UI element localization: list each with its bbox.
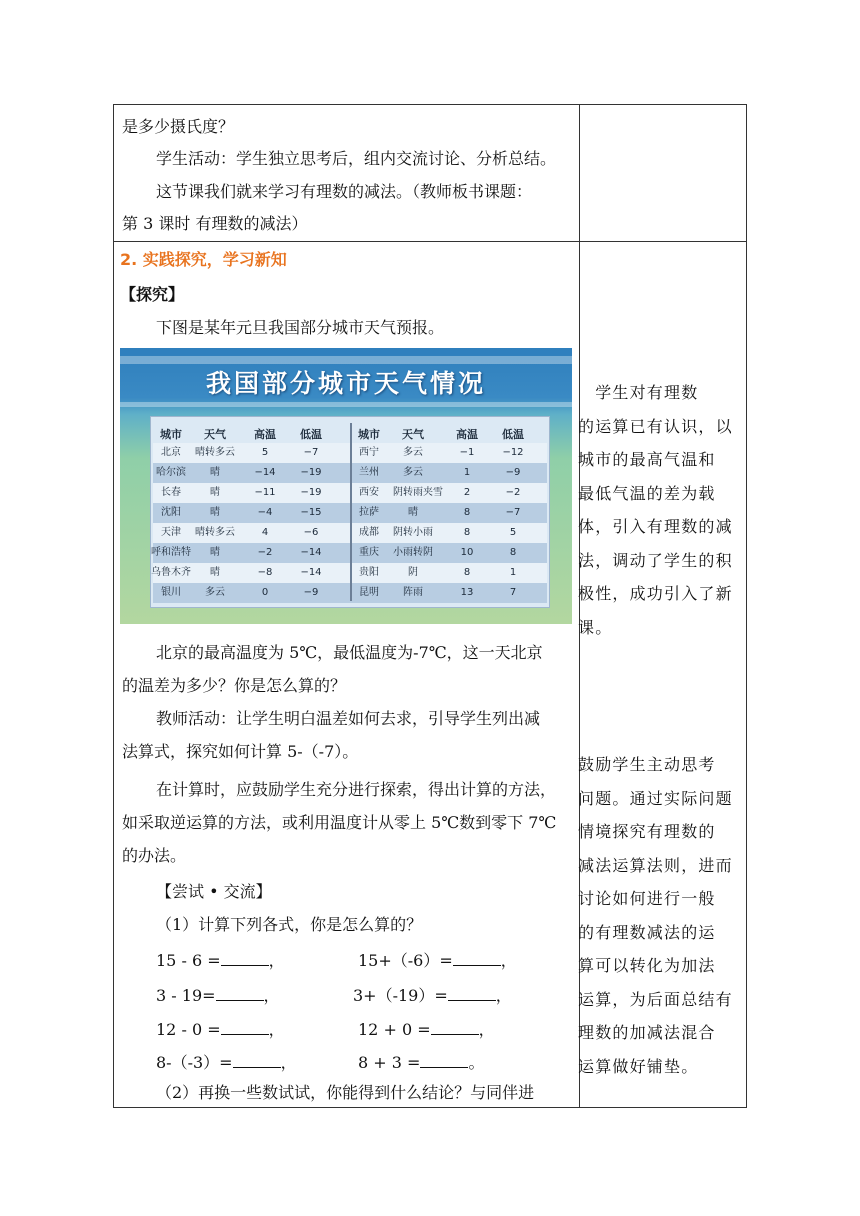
weather-cell: 城市	[358, 428, 380, 441]
weather-cell: −7	[505, 507, 521, 518]
side-note-line: 理数的加减法混合	[578, 1023, 716, 1042]
answer-blank[interactable]	[233, 1051, 281, 1068]
weather-cell: 晴转多云	[195, 527, 235, 538]
equation-left: 12 - 0 = ，	[156, 1020, 285, 1039]
weather-cell: 西安	[359, 487, 379, 498]
weather-cell: −15	[300, 507, 322, 518]
answer-blank[interactable]	[448, 984, 496, 1001]
side-note-line: 鼓励学生主动思考	[578, 755, 716, 774]
equation-left: 15 - 6 = ，	[156, 951, 285, 970]
weather-cell: 呼和浩特	[151, 547, 191, 558]
weather-cell: 1	[463, 467, 471, 478]
equation-right: 3+（-19）= ，	[353, 986, 512, 1005]
weather-cell: 晴	[210, 487, 220, 498]
weather-cell: 阴转雨夹雪	[393, 487, 443, 498]
text-line: 在计算时，应鼓励学生充分进行探索，得出计算的方法，	[156, 780, 557, 799]
weather-cell: 西宁	[359, 447, 379, 458]
section-heading: 2. 实践探究，学习新知	[120, 250, 287, 269]
weather-cell: 晴	[210, 467, 220, 478]
side-note-line: 课。	[578, 617, 613, 637]
weather-cell: 城市	[160, 428, 182, 441]
text-line: 的温差为多少？你是怎么算的？	[122, 676, 347, 695]
weather-cell: 晴	[210, 507, 220, 518]
text-line: 教师活动：让学生明白温差如何去求，引导学生列出减	[156, 709, 541, 728]
weather-forecast-image	[120, 348, 572, 624]
weather-cell: 兰州	[359, 467, 379, 478]
row-divider-right	[579, 241, 747, 242]
side-note-line: 的有理数减法的运	[578, 922, 716, 942]
weather-cell: 低温	[502, 428, 524, 441]
weather-cell: −14	[300, 547, 322, 558]
weather-cell: −19	[300, 487, 322, 498]
weather-cell: 8	[509, 547, 517, 558]
weather-cell: 13	[460, 587, 474, 598]
weather-cell: 天津	[161, 527, 181, 538]
weather-cell: −14	[254, 467, 276, 478]
text-line: 北京的最高温度为 5℃，最低温度为-7℃，这一天北京	[156, 643, 543, 662]
weather-cell: 晴	[210, 567, 220, 578]
side-note-line: 运算，为后面总结有	[578, 989, 733, 1009]
side-note-line: 极性，成功引入了新	[578, 584, 733, 603]
weather-cell: 晴转多云	[195, 447, 235, 458]
weather-cell: 2	[463, 487, 471, 498]
weather-cell: 7	[509, 587, 517, 598]
weather-cell: 10	[460, 547, 474, 558]
side-note-line: 城市的最高气温和	[578, 450, 716, 469]
side-note-line: 体，引入有理数的减	[578, 517, 733, 536]
equation-right: 12 + 0 = ，	[358, 1020, 495, 1039]
weather-cell: 长春	[161, 487, 181, 498]
weather-cell: 贵阳	[359, 567, 379, 578]
answer-blank[interactable]	[431, 1018, 479, 1035]
weather-cell: −4	[257, 507, 273, 518]
weather-cell: −12	[502, 447, 524, 458]
weather-cell: 重庆	[359, 547, 379, 558]
side-note-line: 算可以转化为加法	[578, 956, 716, 975]
weather-cell: 8	[463, 507, 471, 518]
side-note-2	[578, 748, 738, 1083]
weather-cell: 晴	[408, 507, 418, 518]
weather-cell: 5	[509, 527, 517, 538]
weather-cell: −8	[257, 567, 273, 578]
answer-blank[interactable]	[221, 949, 269, 966]
intro-text: 下图是某年元旦我国部分城市天气预报。	[156, 318, 445, 337]
weather-cell: 多云	[403, 447, 423, 458]
weather-cell: 阵雨	[403, 587, 423, 598]
row-divider	[114, 241, 579, 242]
weather-table	[150, 416, 550, 608]
answer-blank[interactable]	[420, 1051, 468, 1068]
answer-blank[interactable]	[453, 949, 501, 966]
weather-cell: −2	[257, 547, 273, 558]
weather-cell: −19	[300, 467, 322, 478]
weather-cell: 北京	[161, 447, 181, 458]
weather-cell: 高温	[254, 428, 276, 441]
task-2: （2）再换一些数试试，你能得到什么结论？与同伴进	[156, 1083, 535, 1102]
weather-cell: 1	[509, 567, 517, 578]
try-label: 【尝试 • 交流】	[156, 882, 272, 901]
weather-cell: −6	[303, 527, 319, 538]
weather-cell: 8	[463, 567, 471, 578]
equation-left: 8-（-3）= ，	[156, 1053, 297, 1072]
side-note-line: 运算做好铺垫。	[578, 1056, 699, 1076]
weather-cell: −9	[505, 467, 521, 478]
text-line: 第 3 课时 有理数的减法）	[122, 214, 308, 233]
weather-cell: 拉萨	[359, 507, 379, 518]
text-line: 是多少摄氏度？	[122, 117, 235, 136]
answer-blank[interactable]	[221, 1018, 269, 1035]
weather-cell: 8	[463, 527, 471, 538]
side-note-line: 讨论如何进行一般	[578, 889, 716, 908]
side-note-line: 学生对有理数	[578, 383, 699, 402]
side-note-line: 最低气温的差为载	[578, 483, 716, 503]
side-note-line: 减法运算法则，进而	[578, 855, 733, 875]
answer-blank[interactable]	[216, 984, 264, 1001]
weather-cell: −1	[459, 447, 475, 458]
weather-cell: 小雨转阴	[393, 547, 433, 558]
side-note-line: 的运算已有认识，以	[578, 416, 733, 436]
equation-left: 3 - 19= ，	[156, 986, 280, 1005]
weather-cell: 低温	[300, 428, 322, 441]
weather-cell: 多云	[403, 467, 423, 478]
weather-cell: 高温	[456, 428, 478, 441]
weather-cell: 银川	[161, 587, 181, 598]
text-line: 学生活动：学生独立思考后，组内交流讨论、分析总结。	[156, 149, 557, 168]
equation-right: 8 + 3 = 。	[358, 1053, 485, 1072]
weather-cell: −14	[300, 567, 322, 578]
weather-cell: 哈尔滨	[156, 467, 186, 478]
weather-cell: −2	[505, 487, 521, 498]
equation-right: 15+（-6）= ，	[358, 951, 517, 970]
weather-cell: 昆明	[359, 587, 379, 598]
text-line: 这节课我们就来学习有理数的减法。（教师板书课题：	[156, 182, 533, 201]
task-1: （1）计算下列各式，你是怎么算的？	[156, 915, 423, 934]
weather-cell: 4	[261, 527, 269, 538]
weather-cell: 阴	[408, 567, 418, 578]
weather-cell: 天气	[204, 428, 226, 441]
side-note-1	[578, 376, 738, 644]
weather-cell: 乌鲁木齐	[151, 567, 191, 578]
side-note-line: 情境探究有理数的	[578, 822, 716, 841]
text-line: 如采取逆运算的方法，或利用温度计从零上 5℃数到零下 7℃	[122, 813, 557, 832]
weather-cell: 0	[261, 587, 269, 598]
side-note-line: 法，调动了学生的积	[578, 550, 733, 570]
weather-cell: −7	[303, 447, 319, 458]
explore-label: 【探究】	[120, 285, 185, 304]
weather-cell: 5	[261, 447, 269, 458]
text-line: 法算式，探究如何计算 5-（-7）。	[122, 742, 359, 761]
weather-cell: −11	[254, 487, 276, 498]
weather-cell: 沈阳	[161, 507, 181, 518]
weather-cell: −9	[303, 587, 319, 598]
weather-cell: 阴转小雨	[393, 527, 433, 538]
weather-cell: 晴	[210, 547, 220, 558]
weather-cell: 天气	[402, 428, 424, 441]
weather-cell: 成都	[359, 527, 379, 538]
text-line: 的办法。	[122, 846, 187, 865]
weather-cell: 多云	[205, 587, 225, 598]
weather-image-title: 我国部分城市天气情况	[205, 369, 486, 398]
side-note-line: 问题。通过实际问题	[578, 788, 733, 808]
